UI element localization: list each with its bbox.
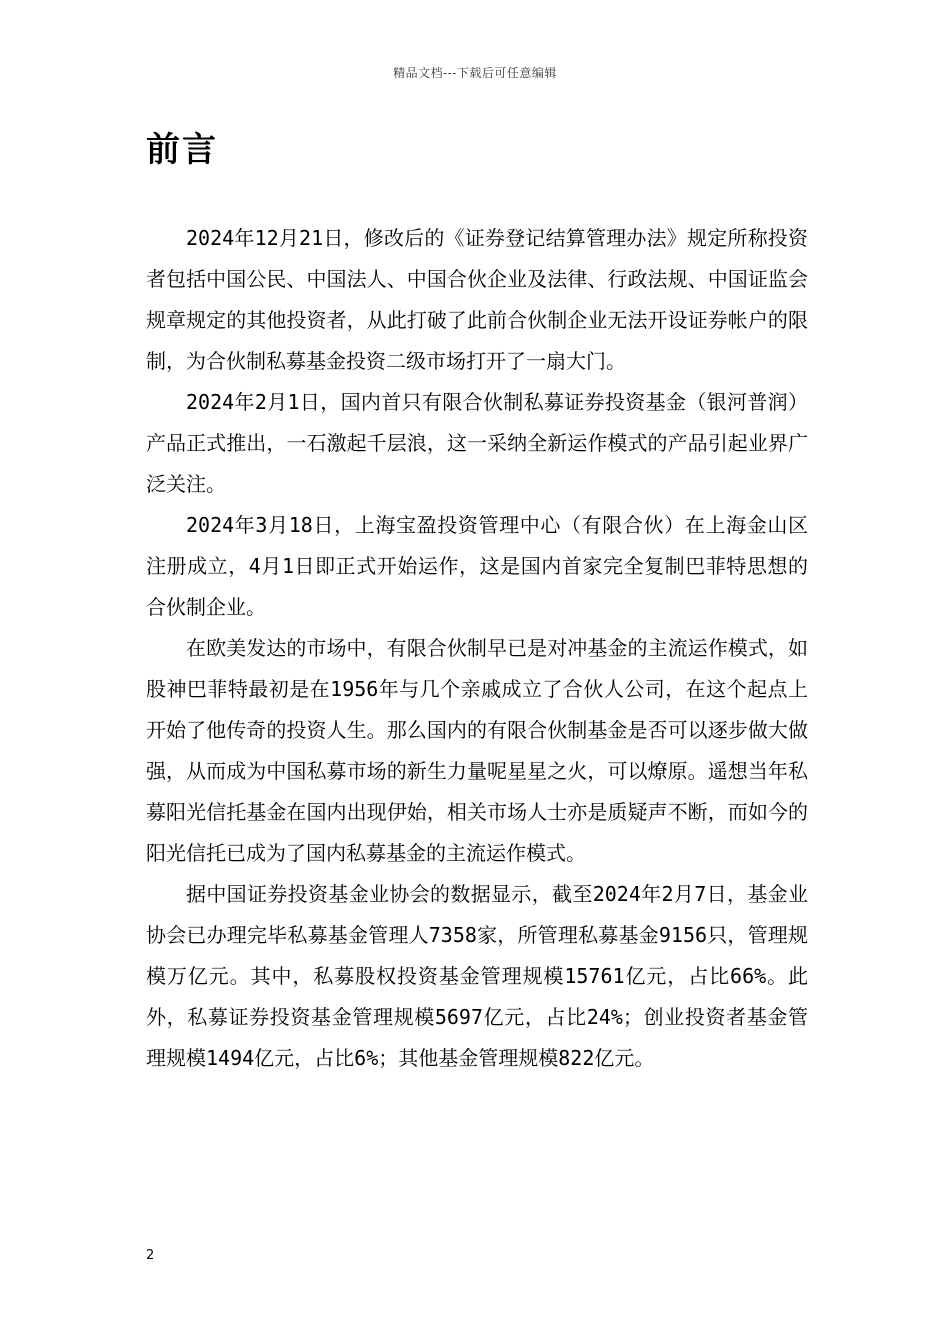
page-header: 精品文档---下载后可任意编辑 — [393, 66, 557, 80]
paragraph-1: 2024年12月21日，修改后的《证券登记结算管理办法》规定所称投资者包括中国公民、中国法人、中国合伙企业及法律、行政法规、中国证监会规章规定的其他投资者，从此打破了此前合伙制企业无法开设证券帐户的限制，为合伙制私募基金投资二级市场打开了一扇大门。 — [146, 226, 808, 373]
document-body — [146, 218, 808, 1079]
paragraph-3: 2024年3月18日，上海宝盈投资管理中心（有限合伙）在上海金山区注册成立，4月1日即正式开始运作，这是国内首家完全复制巴菲特思想的合伙制企业。 — [146, 513, 808, 619]
paragraph-2: 2024年2月1日，国内首只有限合伙制私募证券投资基金（银河普润）产品正式推出，一石激起千层浪，这一采纳全新运作模式的产品引起业界广泛关注。 — [146, 390, 808, 496]
paragraph-5: 据中国证券投资基金业协会的数据显示，截至2024年2月7日，基金业协会已办理完毕私募基金管理人7358家，所管理私募基金9156只，管理规模万亿元。其中，私募股权投资基金管理规模15761亿元，占比66%。此外，私募证券投资基金管理规模5697亿元，占比24%；创业投资者基金管理规模1494亿元，占比6%；其他基金管理规模822亿元。 — [146, 882, 808, 1070]
paragraph-4: 在欧美发达的市场中，有限合伙制早已是对冲基金的主流运作模式，如股神巴菲特最初是在1956年与几个亲戚成立了合伙人公司，在这个起点上开始了他传奇的投资人生。那么国内的有限合伙制基金是否可以逐步做大做强，从而成为中国私募市场的新生力量呢星星之火，可以燎原。遥想当年私募阳光信托基金在国内出现伊始，相关市场人士亦是质疑声不断，而如今的阳光信托已成为了国内私募基金的主流运作模式。 — [146, 636, 808, 865]
page-number: 2 — [146, 1248, 155, 1263]
page-title: 前言 — [146, 130, 218, 170]
